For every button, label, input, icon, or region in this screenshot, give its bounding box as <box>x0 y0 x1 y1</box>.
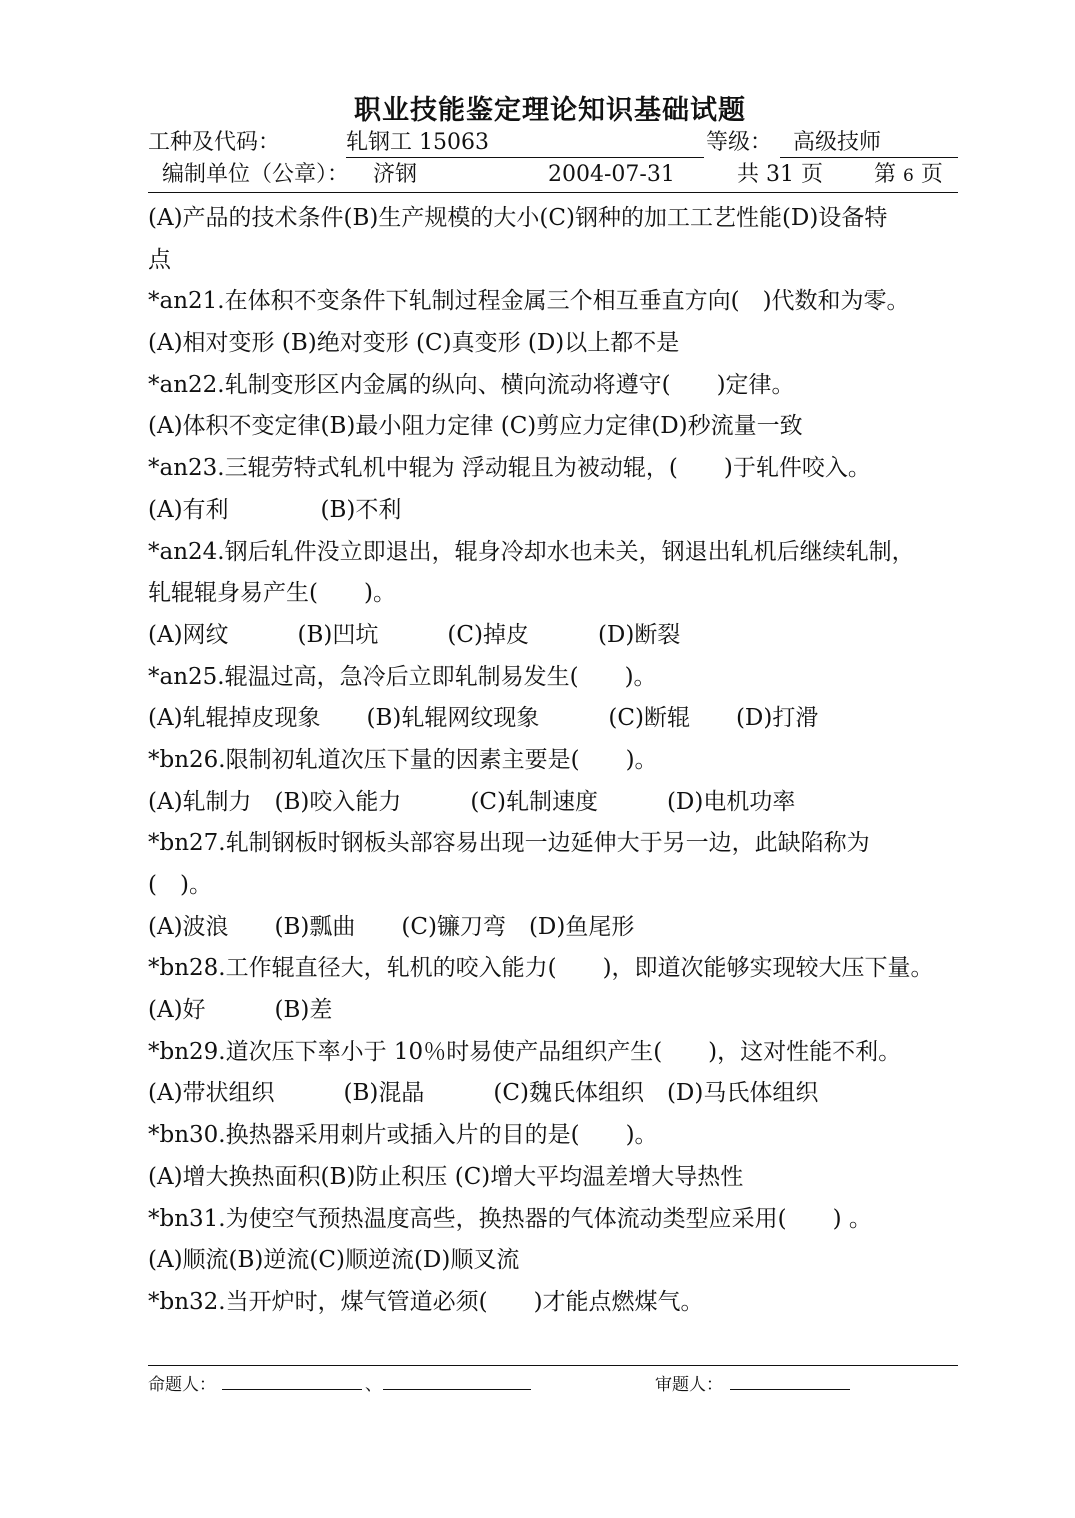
level-underline <box>780 157 958 158</box>
question-line: 轧辊辊身易产生( )。 <box>148 580 396 607</box>
job-value: 轧钢工 15063 <box>346 130 489 155</box>
options-line: (A)波浪 (B)瓢曲 (C)镰刀弯 (D)鱼尾形 <box>148 913 635 940</box>
reviewer-label: 审题人： <box>655 1375 723 1395</box>
reviewer-line <box>730 1389 850 1390</box>
question-line: *bn27.轧制钢板时钢板头部容易出现一边延伸大于另一边，此缺陷称为 <box>148 830 870 857</box>
question-line: *bn31.为使空气预热温度高些，换热器的气体流动类型应采用( ) 。 <box>148 1205 872 1232</box>
footer-rule <box>148 1365 958 1366</box>
options-line: (A)带状组织 (B)混晶 (C)魏氏体组织 (D)马氏体组织 <box>148 1080 819 1107</box>
compile-date: 2004-07-31 <box>548 162 675 187</box>
options-line: (A)相对变形 (B)绝对变形 (C)真变形 (D)以上都不是 <box>148 330 680 357</box>
unit-label: 编制单位（公章）： <box>162 162 350 187</box>
question-line: *an21.在体积不变条件下轧制过程金属三个相互垂直方向( )代数和为零。 <box>148 288 910 315</box>
question-content <box>148 198 978 1324</box>
question-line: *an23.三辊劳特式轧机中辊为 浮动辊且为被动辊，( )于轧件咬入。 <box>148 455 871 482</box>
page-number-value: 6 <box>903 166 914 186</box>
page-number <box>874 160 943 191</box>
page-number-prefix: 第 <box>874 162 897 187</box>
text-line: (A)产品的技术条件(B)生产规模的大小(C)钢种的加工工艺性能(D)设备特 <box>148 205 888 231</box>
question-line: *bn28.工作辊直径大，轧机的咬入能力( )，即道次能够实现较大压下量。 <box>148 955 934 982</box>
header-rule <box>148 192 958 193</box>
job-underline <box>346 157 704 158</box>
level-value: 高级技师 <box>793 130 882 155</box>
options-line: (A)顺流(B)逆流(C)顺逆流(D)顺叉流 <box>148 1247 520 1274</box>
options-line: (A)轧制力 (B)咬入能力 (C)轧制速度 (D)电机功率 <box>148 788 796 815</box>
page-title: 职业技能鉴定理论知识基础试题 <box>354 95 746 126</box>
options-line: (A)网纹 (B)凹坑 (C)掉皮 (D)断裂 <box>148 621 681 648</box>
question-line: *bn30.换热器采用刺片或插入片的目的是( )。 <box>148 1122 658 1149</box>
question-line: *bn26.限制初轧道次压下量的因素主要是( )。 <box>148 746 658 773</box>
question-line: *an25.辊温过高，急冷后立即轧制易发生( )。 <box>148 663 657 690</box>
level-label: 等级： <box>706 130 773 155</box>
options-line: (A)轧辊掉皮现象 (B)轧辊网纹现象 (C)断辊 (D)打滑 <box>148 705 819 732</box>
proposer-line-2 <box>383 1389 531 1390</box>
question-line: *an24.钢后轧件没立即退出，辊身冷却水也未关，钢退出轧机后继续轧制， <box>148 538 915 565</box>
question-line: *bn29.道次压下率小于 10％时易使产品组织产生( )，这对性能不利。 <box>148 1038 902 1065</box>
total-pages: 共 31 页 <box>737 162 823 187</box>
proposer-separator: 、 <box>365 1375 382 1395</box>
options-line: (A)好 (B)差 <box>148 997 333 1024</box>
question-line: *an22.轧制变形区内金属的纵向、横向流动将遵守( )定律。 <box>148 371 795 398</box>
proposer-label: 命题人： <box>148 1375 216 1395</box>
text-line: 点 <box>148 246 171 273</box>
options-line: (A)体积不变定律(B)最小阻力定律 (C)剪应力定律(D)秒流量一致 <box>148 413 803 440</box>
page-number-suffix: 页 <box>920 162 943 187</box>
options-line: (A)有利 (B)不利 <box>148 496 402 523</box>
question-line: ( )。 <box>148 872 212 898</box>
proposer-line-1 <box>222 1389 362 1390</box>
options-line: (A)增大换热面积(B)防止积压 (C)增大平均温差增大导热性 <box>148 1163 744 1190</box>
question-line: *bn32.当开炉时，煤气管道必须( )才能点燃煤气。 <box>148 1288 704 1315</box>
unit-value: 济钢 <box>373 162 418 187</box>
job-label: 工种及代码： <box>148 130 281 155</box>
